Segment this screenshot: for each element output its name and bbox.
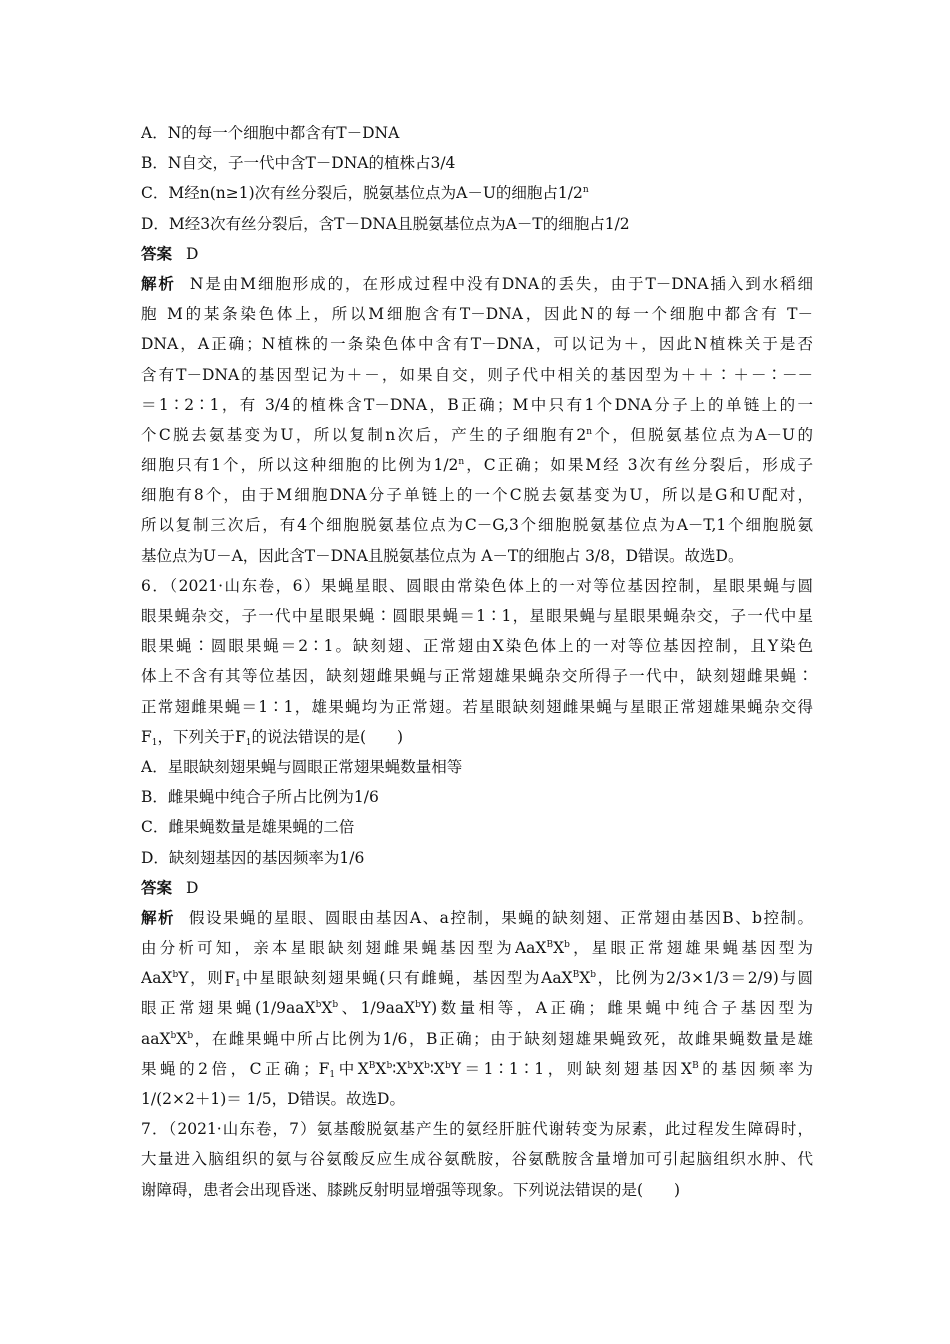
q6-stem-line: 体上不含有其等位基因，缺刻翅雌果蝇与正常翅雄果蝇杂交所得子一代中，缺刻翅雌果蝇∶ <box>141 667 813 686</box>
q6-answer: 答案 D <box>141 877 199 897</box>
q5-option-a: A．N的每一个细胞中都含有T－DNA <box>141 124 400 142</box>
q5-option-b: B．N自交，子一代中含T－DNA的植株占3/4 <box>141 154 456 173</box>
q6-option-b: B．雌果蝇中纯合子所占比例为1/6 <box>141 788 379 807</box>
q6-stem-line: 眼果蝇∶圆眼果蝇＝2∶1。缺刻翅、正常翅由X染色体上的一对等位基因控制，且Y染色 <box>141 637 813 656</box>
q6-option-d: D．缺刻翅基因的基因频率为1/6 <box>141 848 365 867</box>
page-content <box>141 118 813 1205</box>
q6-option-a: A．星眼缺刻翅果蝇与圆眼正常翅果蝇数量相等 <box>141 757 463 776</box>
q6-stem-line: $F_1$，下列关于$F_1$的说法错误的是( ) <box>141 727 404 748</box>
q5-analysis-line: DNA，A正确；N植株的一条染色体中含有T－DNA，可以记为＋，因此N植株关于是否 <box>141 335 813 354</box>
q5-answer: 答案 D <box>141 243 199 263</box>
q6-analysis-line: 解析 假设果蝇的星眼、圆眼由基因A、a控制，果蝇的缺刻翅、正常翅由基因B、b控制。 <box>141 907 813 927</box>
q5-option-c: C．M经n(n≥1)次有丝分裂后，脱氨基位点为A－U的细胞占1/2$^n$ <box>141 184 589 203</box>
q6-analysis-line: 由分析可知，亲本星眼缺刻翅雌果蝇基因型为$AaX^BX^b$，星眼正常翅雄果蝇基因型为 <box>141 939 813 958</box>
q7-stem-line: 大量进入脑组织的氨与谷氨酸反应生成谷氨酰胺，谷氨酰胺含量增加可引起脑组织水肿、代 <box>141 1150 813 1169</box>
q6-stem-line: 6．（2021·山东卷，6）果蝇星眼、圆眼由常染色体上的一对等位基因控制，星眼果蝇与圆 <box>141 576 813 595</box>
q6-analysis-line: 果蝇的2倍，C正确；$F_1$中$X^BX^b∶X^bX^b∶X^bY=1∶1∶1$，则缺刻翅基因$X^B$的基因频率为 <box>141 1059 813 1080</box>
q5-analysis-line: 个C脱去氨基变为U，所以复制n次后，产生的子细胞有2$^n$个，但脱氨基位点为A－U的 <box>141 425 813 444</box>
q6-option-c: C．雌果蝇数量是雄果蝇的二倍 <box>141 818 355 837</box>
q5-analysis-line: 细胞只有1个，所以这种细胞的比例为1/2$^n$，C正确；如果M经 3次有丝分裂后，形成子 <box>141 456 813 475</box>
q7-stem-line: 谢障碍，患者会出现昏迷、膝跳反射明显增强等现象。下列说法错误的是( ) <box>141 1180 681 1199</box>
q5-analysis-line: ＝1∶2∶1，有 3/4的植株含T－DNA，B正确；M中只有1个DNA分子上的单链上的一 <box>141 395 813 414</box>
q5-analysis-line: 含有T－DNA的基因型记为＋－，如果自交，则子代中相关的基因型为＋＋∶＋－∶－－ <box>141 365 813 384</box>
q5-analysis-line: 解析 N是由M细胞形成的，在形成过程中没有DNA的丢失，由于T－DNA插入到水稻细 <box>141 273 813 293</box>
q6-stem-line: 眼果蝇杂交，子一代中星眼果蝇∶圆眼果蝇＝1∶1，星眼果蝇与星眼果蝇杂交，子一代中星 <box>141 607 813 625</box>
q6-analysis-line: AaX$^b$Y，则$F_1$中星眼缺刻翅果蝇(只有雌蝇，基因型为$AaX^BX^b$，比例为2/3×1/3＝2/9)与圆 <box>141 969 813 990</box>
q5-option-d: D．M经3次有丝分裂后，含T－DNA且脱氨基位点为A－T的细胞占1/2 <box>141 214 630 233</box>
q5-analysis-line: 胞 M的某条染色体上，所以M细胞含有T－DNA，因此N的每一个细胞中都含有 T－ <box>141 305 813 324</box>
q7-stem-line: 7．（2021·山东卷，7）氨基酸脱氨基产生的氨经肝脏代谢转变为尿素，此过程发生障碍时， <box>141 1120 813 1139</box>
q6-analysis-line: 1/(2×2＋1)＝ 1/5，D错误。故选D。 <box>141 1090 405 1108</box>
q5-analysis-line: 基位点为U－A，因此含T－DNA且脱氨基位点为 A－T的细胞占 3/8，D错误。故选D。 <box>141 546 744 565</box>
q6-analysis-line: $aaX^bX^b$，在雌果蝇中所占比例为1/6，B正确；由于缺刻翅雄果蝇致死，故雌果蝇数量是雄 <box>141 1029 813 1048</box>
q6-analysis-line: 眼正常翅果蝇($1/9aaX^bX^b$、1/9aaX$^b$Y)数量相等，A正确；雌果蝇中纯合子基因型为 <box>141 999 813 1018</box>
q5-analysis-line: 细胞有8个，由于M细胞DNA分子单链上的一个C脱去氨基变为U，所以是G和U配对， <box>141 486 813 505</box>
q5-analysis-line: 所以复制三次后，有4个细胞脱氨基位点为C－G,3个细胞脱氨基位点为A－T,1个细胞脱氨 <box>141 516 813 535</box>
q6-stem-line: 正常翅雌果蝇＝1∶1，雄果蝇均为正常翅。若星眼缺刻翅雌果蝇与星眼正常翅雄果蝇杂交得 <box>141 697 813 716</box>
